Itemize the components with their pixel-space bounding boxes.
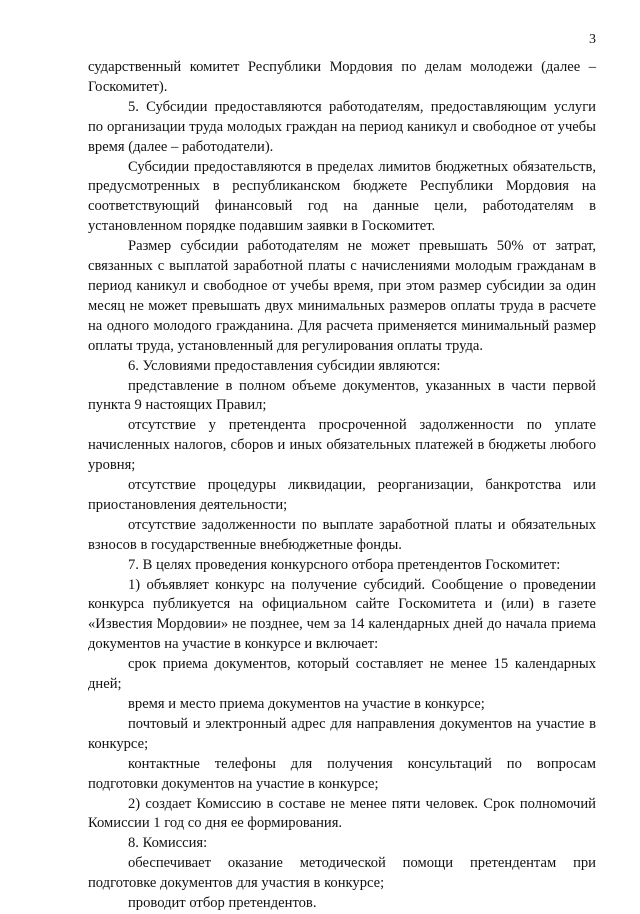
paragraph: 8. Комиссия: xyxy=(128,835,208,852)
paragraph: контактные телефоны для получения консультаций по вопросам подготовки документов на участие в конкурсе; xyxy=(88,755,596,792)
paragraph: отсутствие задолженности по выплате заработной платы и обязательных взносов в государственные внебюджетные фонды. xyxy=(88,516,596,553)
paragraph: 6. Условиями предоставления субсидии являются: xyxy=(128,357,441,374)
paragraph: проводит отбор претендентов. xyxy=(128,895,317,912)
document-body xyxy=(88,58,596,914)
paragraph: отсутствие у претендента просроченной задолженности по уплате начисленных налогов, сборов и иных обязательных платежей в бюджеты любого уровня; xyxy=(88,417,596,474)
paragraph: 2) создает Комиссию в составе не менее пяти человек. Срок полномочий Комиссии 1 год со дня ее формирования. xyxy=(88,795,596,832)
paragraph: сударственный комитет Республики Мордовия по делам молодежи (далее – Госкомитет). xyxy=(88,59,596,95)
paragraph: обеспечивает оказание методической помощи претендентам при подготовке документов для участия в конкурсе; xyxy=(88,855,596,892)
paragraph: отсутствие процедуры ликвидации, реорганизации, банкротства или приостановления деятельности; xyxy=(88,477,596,513)
paragraph: 1) объявляет конкурс на получение субсидий. Сообщение о проведении конкурса публикуется на официальном сайте Госкомитета и (или) в газете «Известия Мордовии» не позднее, чем за 14 календарных дней до начала приема документов на участие в конкурсе и включает: xyxy=(88,576,596,653)
paragraph: представление в полном объеме документов, указанных в части первой пункта 9 настоящих Правил; xyxy=(88,377,596,414)
paragraph: срок приема документов, который составляет не менее 15 календарных дней; xyxy=(88,656,596,693)
paragraph: 7. В целях проведения конкурсного отбора претендентов Госкомитет: xyxy=(128,556,561,573)
paragraph: время и место приема документов на участие в конкурсе; xyxy=(128,696,485,712)
paragraph: Субсидии предоставляются в пределах лимитов бюджетных обязательств, предусмотренных в республиканском бюджете Республики Мордовия на соответствующий финансовый год на данные цели, работодателям в установленном порядке подавшим заявки в Госкомитет. xyxy=(88,158,596,235)
paragraph: Размер субсидии работодателям не может превышать 50% от затрат, связанных с выплатой заработной платы с начислениями молодым гражданам в период каникул и свободное от учебы время, при этом размер субсидии за один месяц не может превышать двух минимальных размеров оплаты труда в расчете на одного молодого гражданина. Для расчета применяется минимальный размер оплаты труда, установленный для регулирования оплаты труда. xyxy=(88,238,596,354)
page-number: 3 xyxy=(589,32,596,47)
paragraph: почтовый и электронный адрес для направления документов на участие в конкурсе; xyxy=(88,715,596,752)
paragraph: 5. Субсидии предоставляются работодателям, предоставляющим услуги по организации труда молодых граждан на период каникул и свободное от учебы время (далее – работодатели). xyxy=(88,98,596,155)
